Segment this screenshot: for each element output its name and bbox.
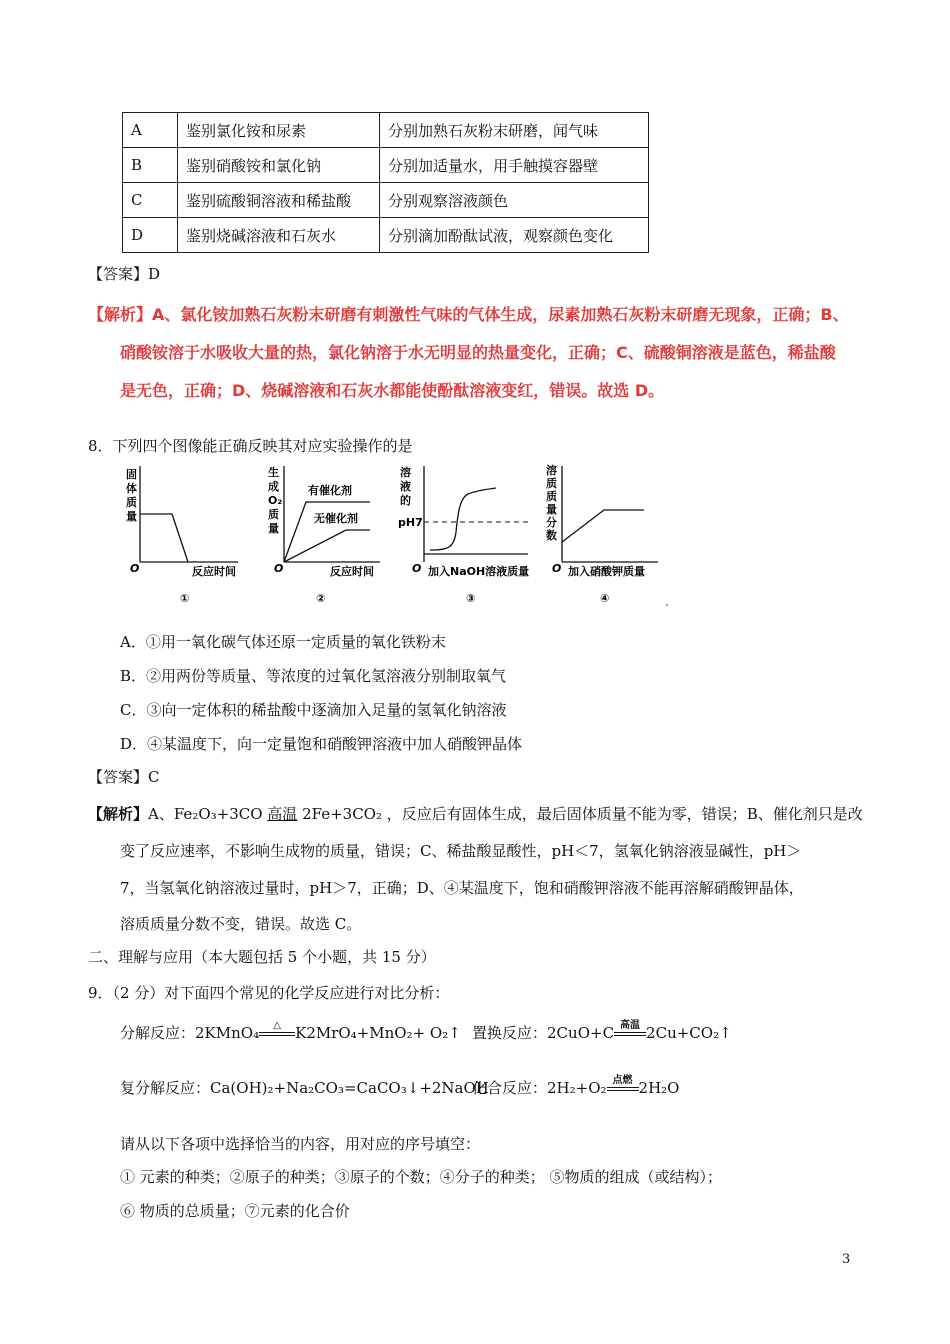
graph-3 [398,465,529,605]
q8-option-c: C．③向一定体积的稀盐酸中逐滴加入足量的氢氧化钠溶液 [120,701,507,719]
graph-3-ylabel-3: 的 [400,494,411,507]
equals-sign [259,1032,295,1036]
graph-1-curve [140,514,188,562]
row-item: 鉴别烧碱溶液和石灰水 [178,218,380,253]
q9-instruction: 请从以下各项中选择恰当的内容，用对应的序号填空： [120,1135,481,1153]
graph-3-ylabel-2: 液 [400,480,411,493]
reaction-combination-label: 化合反应： [472,1079,548,1097]
q8-option-b: B．②用两份等质量、等浓度的过氧化氢溶液分别制取氧气 [120,667,507,685]
stray-dot [666,604,668,606]
graph-4-ylabel-2: 质 [546,477,557,490]
graph-3-curve [430,488,496,550]
graph-2-curve2-label: 无催化剂 [314,512,358,525]
reaction-displacement-label: 置换反应： [472,1024,548,1042]
table-row [123,183,649,218]
q7-analysis-line-3: 是无色，正确；D、烧碱溶液和石灰水都能使酚酞溶液变红，错误。故选 D。 [120,381,665,400]
graph-4-number: ④ [600,592,610,605]
graph-2 [268,465,380,605]
equals-sign [614,1032,646,1036]
q8-analysis-line-1 [88,803,863,824]
reaction-decomposition-arrow [259,1021,295,1036]
graph-1-ylabel-2: 体 [126,482,137,495]
q9-choices-2: ⑥ 物质的总质量；⑦元素的化合价 [120,1202,350,1220]
q7-analysis-line-2: 硝酸铵溶于水吸收大量的热，氯化钠溶于水无明显的热量变化，正确；C、硫酸铜溶液是蓝色，稀盐酸 [120,343,836,362]
table-row [123,113,649,148]
reaction-decomposition-right: K2MrO₄+MnO₂+ O₂↑ [295,1024,461,1042]
graph-4-ylabel-6: 数 [546,529,557,542]
graph-2-curve1-label: 有催化剂 [308,484,352,497]
graph-1-number: ① [180,592,190,605]
graph-2-curve-catalyst [284,502,370,562]
q8-answer: 【答案】C [88,768,160,786]
q7-analysis-line-1: 【解析】A、氯化铵加熟石灰粉末研磨有刺激性气味的气体生成，尿素加熟石灰粉末研磨无现象，正确；B、 [88,305,849,324]
row-item: 鉴别硫酸铜溶液和稀盐酸 [178,183,380,218]
graph-1-ylabel-3: 质 [126,496,137,509]
section-2-title: 二、理解与应用（本大题包括 5 个小题，共 15 分） [88,948,436,966]
graph-1 [126,466,238,605]
graph-4 [546,463,658,605]
reaction-decomposition-left: 2KMnO₄ [195,1024,260,1042]
row-label: B [123,148,178,183]
q9-choices-1: ① 元素的种类；②原子的种类；③原子的个数；④分子的种类； ⑤物质的组成（或结构）； [120,1168,723,1186]
graph-4-ylabel-4: 量 [546,503,557,516]
graph-2-xlabel: 反应时间 [330,565,374,578]
row-method: 分别加熟石灰粉末研磨，闻气味 [380,113,649,148]
page-number: 3 [842,1252,851,1267]
reaction-decomposition-label: 分解反应： [120,1024,196,1042]
graph-4-curve [562,510,644,542]
q7-answer: 【答案】D [88,265,161,283]
q8-option-d: D．④某温度下，向一定量饱和硝酸钾溶液中加人硝酸钾晶体 [120,735,523,753]
graph-4-origin: O [552,562,562,575]
graph-1-ylabel-1: 固 [126,468,137,481]
row-label: C [123,183,178,218]
reaction-double-displacement-label: 复分解反应： [120,1079,211,1097]
equals-sign [607,1087,639,1091]
q9-stem: 9．（2 分）对下面四个常见的化学反应进行对比分析： [88,984,450,1002]
table-row [123,218,649,253]
graph-2-number: ② [316,592,326,605]
row-label: A [123,113,178,148]
q8-analysis-line-3: 7，当氢氧化钠溶液过量时，pH＞7，正确；D、④某温度下，饱和硝酸钾溶液不能再溶解硝酸钾晶体， [120,879,804,897]
reaction-displacement-left: 2CuO+C [547,1024,615,1042]
graph-4-ylabel-3: 质 [546,490,557,503]
graph-4-ylabel-5: 分 [546,516,557,529]
graph-3-number: ③ [466,592,476,605]
reaction-combination-left: 2H₂+O₂ [547,1079,607,1097]
q8-analysis-eq-left: A、Fe₂O₃+3CO [148,805,268,823]
reaction-displacement-right: 2Cu+CO₂↑ [646,1024,732,1042]
graph-3-xlabel: 加入NaOH溶液质量 [428,565,530,578]
graph-2-ylabel-1: 生 [268,466,279,479]
reaction-double-displacement-eq: Ca(OH)₂+Na₂CO₃=CaCO₃↓+2NaOH [210,1079,489,1097]
reaction-combination [472,1074,680,1098]
graph-4-ylabel-1: 溶 [546,464,557,477]
reaction-decomposition [120,1019,461,1043]
q8-analysis-eq-right: 2Fe+3CO₂ ，反应后有固体生成，最后固体质量不能为零，错误；B、催化剂只是改 [297,805,863,823]
q8-option-a: A．①用一氧化碳气体还原一定质量的氧化铁粉末 [120,633,446,651]
row-method: 分别滴加酚酞试液，观察颜色变化 [380,218,649,253]
graph-2-ylabel-3: O₂ [268,494,283,507]
graph-3-ylabel-1: 溶 [400,466,411,479]
q8-analysis-line-4: 溶质质量分数不变，错误。故选 C。 [120,915,362,933]
table-row [123,148,649,183]
reaction-displacement [472,1019,732,1043]
graph-2-curve-no-catalyst [284,530,370,562]
graph-2-ylabel-4: 质 [268,508,279,521]
graph-3-origin: O [412,562,422,575]
q8-stem: 8．下列四个图像能正确反映其对应实验操作的是 [88,437,413,455]
q8-analysis-cond: 高温 [267,805,298,823]
graph-2-ylabel-2: 成 [268,480,279,493]
reaction-combination-right: 2H₂O [638,1079,680,1097]
graph-1-ylabel-4: 量 [126,510,137,523]
graph-1-origin: O [130,562,140,575]
reaction-combination-arrow [607,1076,639,1091]
graph-3-ph7: pH7 [398,516,423,529]
reaction-displacement-arrow [614,1021,646,1036]
row-item: 鉴别氯化铵和尿素 [178,113,380,148]
graph-4-xlabel: 加入硝酸钾质量 [568,565,645,578]
graph-1-xlabel: 反应时间 [192,565,236,578]
options-table [122,112,649,253]
graph-2-ylabel-5: 量 [268,522,279,535]
reaction-double-displacement [120,1077,489,1098]
row-method: 分别加适量水，用手触摸容器壁 [380,148,649,183]
reaction-displacement-cond: 高温 [620,1019,641,1031]
q8-analysis-line-2: 变了反应速率，不影响生成物的质量，错误；C、稀盐酸显酸性，pH＜7，氢氧化钠溶液显碱性，pH＞ [120,842,802,860]
reaction-decomposition-cond: △ [273,1019,281,1031]
graph-2-origin: O [274,562,284,575]
reaction-combination-cond: 点燃 [612,1074,633,1086]
row-item: 鉴别硝酸铵和氯化钠 [178,148,380,183]
row-method: 分别观察溶液颜色 [380,183,649,218]
q8-analysis-head: 【解析】 [88,805,149,823]
q8-graphs [118,462,678,612]
row-label: D [123,218,178,253]
